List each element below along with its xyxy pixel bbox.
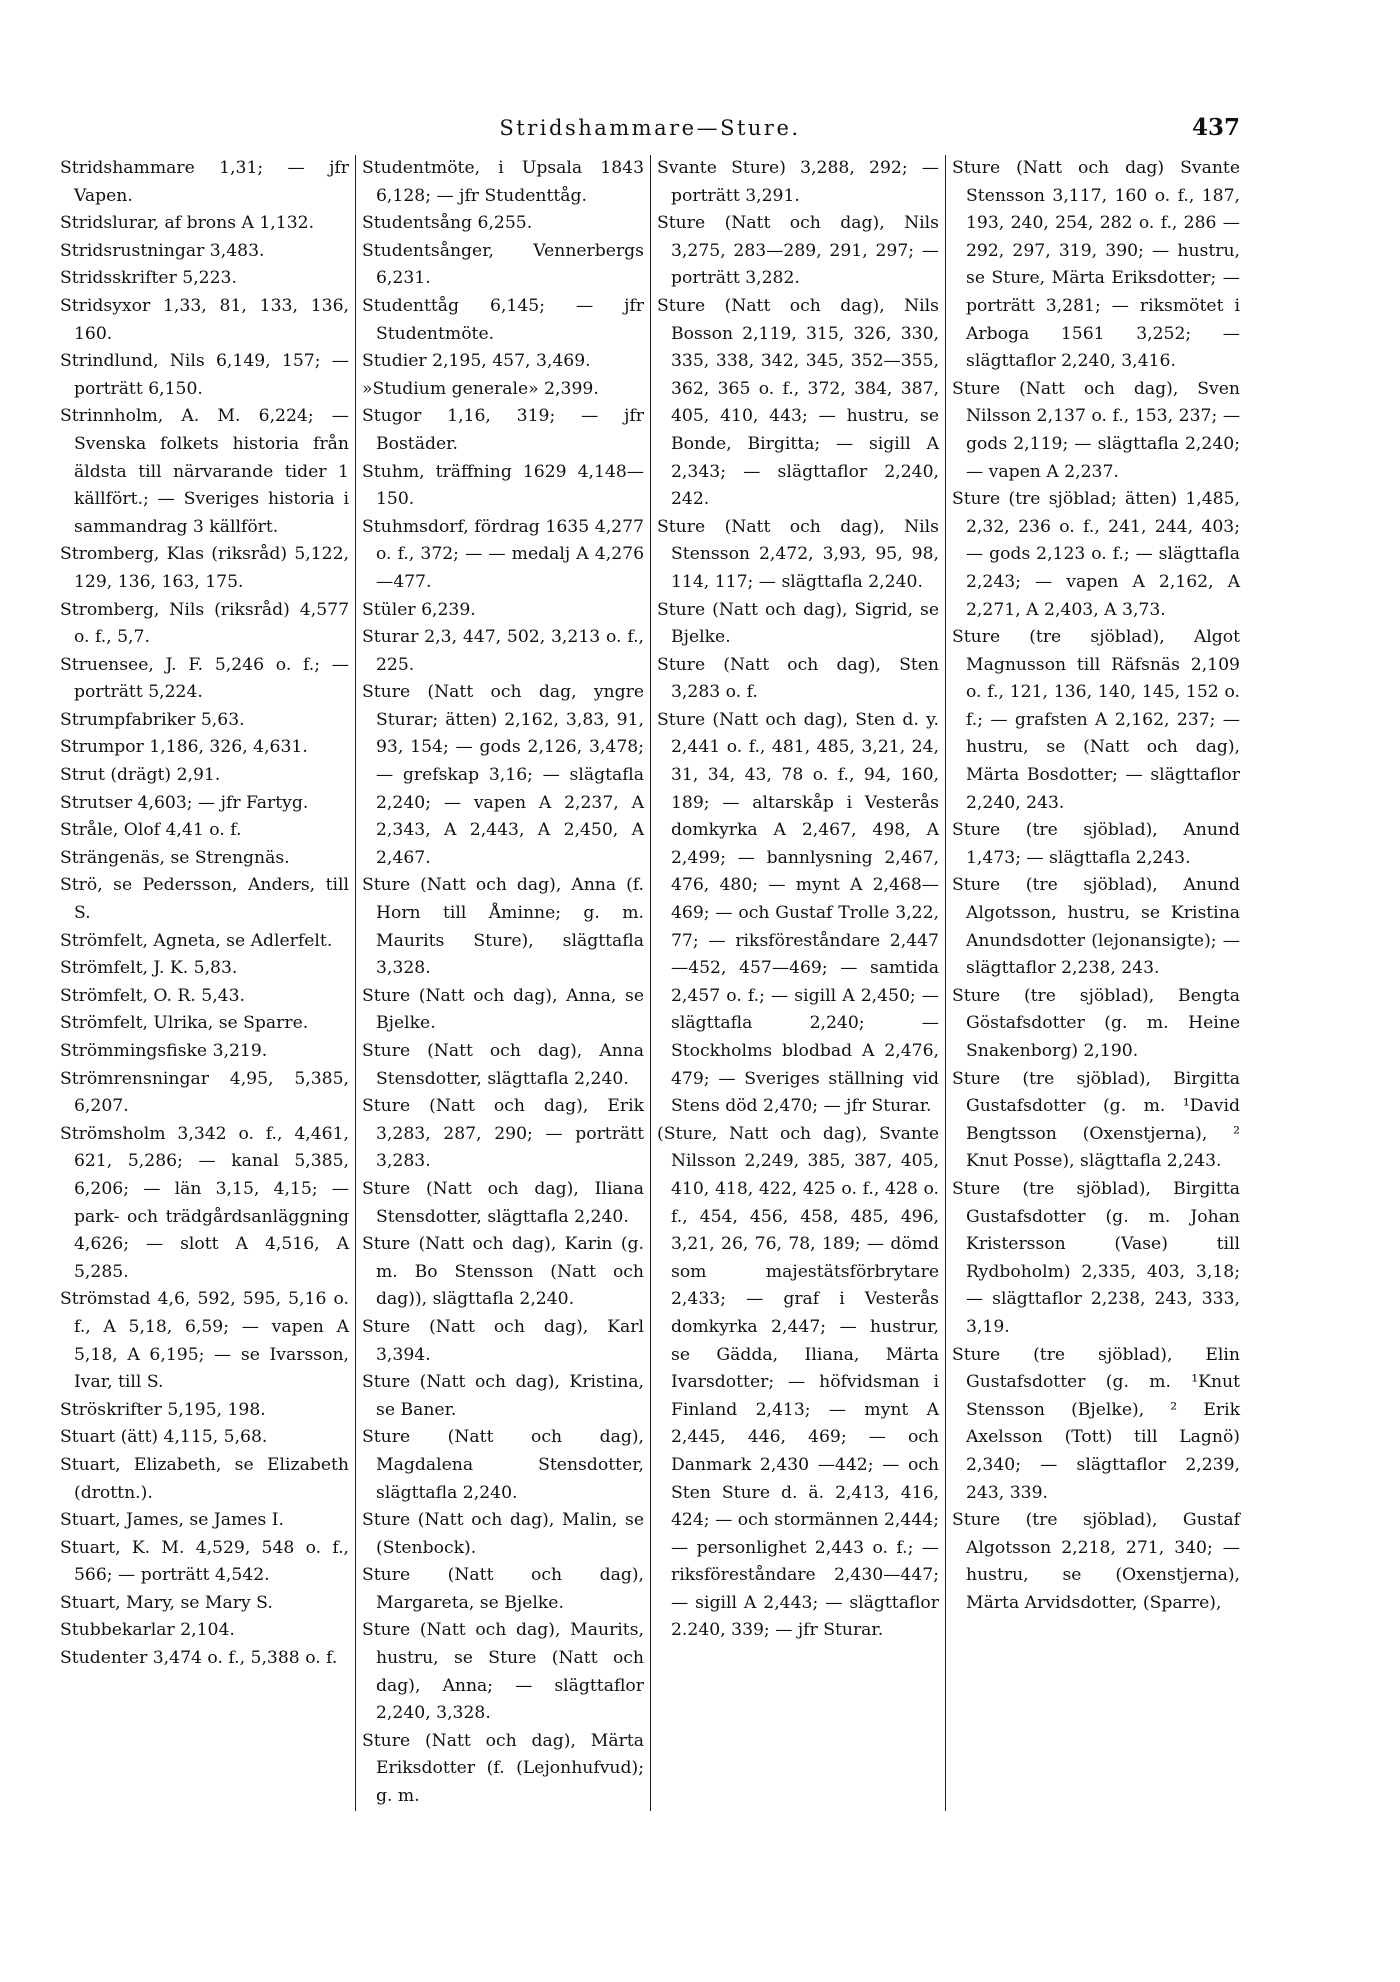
index-entry: Strinnholm, A. M. 6,224; — Svenska folkets historia från äldsta till närvarande tider 1 källfört.; — Sveriges historia i sammandrag 3 källfört. [60,406,349,537]
index-entry: Stridsskrifter 5,223. [60,268,237,289]
index-entry: Stubbekarlar 2,104. [60,1620,235,1641]
index-entry: Sture (Natt och dag), Sten d. y. 2,441 o. f., 481, 485, 3,21, 24, 31, 34, 43, 78 o. f., 94, 160, 189; — altarskåp i Vesterås domkyrka A 2,467, 498, A 2,499; — bannlysning 2,467, 476, 480; — mynt A 2,468—469; — och Gustaf Trolle 3,22, 77; — riksföreståndare 2,447—452, 457—469; — samtida 2,457 o. f.; — sigill A 2,450; — slägttafla 2,240; — Stockholms blodbad A 2,476, 479; — Sveriges ställning vid Stens död 2,470; — jfr Sturar. [657,709,939,1117]
index-entry: Sture (Natt och dag), Karin (g. m. Bo Stensson (Natt och dag)), slägttafla 2,240. [362,1234,644,1310]
index-entry: Sture (Natt och dag), Magdalena Stensdotter, slägttafla 2,240. [362,1427,644,1503]
index-entry: »Studium generale» 2,399. [362,378,599,399]
index-entry: Strut (drägt) 2,91. [60,765,221,786]
index-entry: Strömfelt, Agneta, se Adlerfelt. [60,930,333,951]
index-entry: Stuhm, träffning 1629 4,148—150. [362,461,644,510]
index-entry: Stridsyxor 1,33, 81, 133, 136, 160. [60,295,349,344]
index-entry: Sture (Natt och dag), Anna (f. Horn till Åminne; g. m. Maurits Sture), slägttafla 3,328. [362,875,644,979]
index-entry: Strumpor 1,186, 326, 4,631. [60,737,308,758]
index-entry: Studier 2,195, 457, 3,469. [362,351,591,372]
index-entry: Sture (tre sjöblad), Anund 1,473; — slägttafla 2,243. [952,820,1240,868]
index-entry: Sture (Natt och dag), Kristina, se Baner. [362,1372,644,1420]
index-entry: Strömfelt, J. K. 5,83. [60,958,238,979]
index-entry: Strömsholm 3,342 o. f., 4,461, 621, 5,286; — kanal 5,385, 6,206; — län 3,15, 4,15; — park- och trädgårdsanläggning 4,626; — slott A 4,516, A 5,285. [60,1123,349,1282]
index-entry: Sture (Natt och dag), Nils Stensson 2,472, 3,93, 95, 98, 114, 117; — slägttafla 2,240. [657,516,939,592]
index-column-1 [60,155,355,1811]
index-entry: Sture (Natt och dag) Svante Stensson 3,117, 160 o. f., 187, 193, 240, 254, 282 o. f., 286 —292, 297, 319, 390; — hustru, se Sture, Märta Eriksdotter; — porträtt 3,281; — riksmötet i Arboga 1561 3,252; — slägttaflor 2,240, 3,416. [952,158,1240,372]
index-entry: Stridshammare 1,31; — jfr Vapen. [60,158,349,206]
index-entry: Strängenäs, se Strengnäs. [60,847,290,868]
index-entry: Studentsånger, Vennerbergs 6,231. [362,240,644,289]
index-entry: Sture (tre sjöblad), Birgitta Gustafsdotter (g. m. Johan Kristersson (Vase) till Rydboholm) 2,335, 403, 3,18; — slägttaflor 2,238, 243, 333, 3,19. [952,1178,1240,1337]
index-entry: Stugor 1,16, 319; — jfr Bostäder. [362,406,644,454]
index-entry: Sture (tre sjöblad), Algot Magnusson till Räfsnäs 2,109 o. f., 121, 136, 140, 145, 152 o. f.; — grafsten A 2,162, 237; — hustru, se (Natt och dag), Märta Bosdotter; — slägttaflor 2,240, 243. [952,627,1240,813]
index-entry: Studentmöte, i Upsala 1843 6,128; — jfr Studenttåg. [362,158,644,206]
index-entry: Studenter 3,474 o. f., 5,388 o. f. [60,1648,338,1669]
index-entry: Strömfelt, O. R. 5,43. [60,985,246,1006]
index-entry: Sture (tre sjöblad), Elin Gustafsdotter (g. m. ¹Knut Stensson (Bjelke), ² Erik Axelsson (Tott) till Lagnö) 2,340; — slägttaflor 2,239, 243, 339. [952,1344,1240,1503]
index-entry: Stüler 6,239. [362,599,476,620]
index-entry: Strömrensningar 4,95, 5,385, 6,207. [60,1068,349,1117]
index-entry: Sture (Natt och dag), Märta Eriksdotter (f. (Lejonhufvud); g. m. [362,1730,644,1807]
index-entry: Strumpfabriker 5,63. [60,709,245,730]
index-entry: Sture (Natt och dag), Nils 3,275, 283—289, 291, 297; — porträtt 3,282. [657,213,939,289]
index-entry: Sturar 2,3, 447, 502, 3,213 o. f., 225. [362,627,644,675]
running-head [60,114,1240,144]
index-entry: Sture (Natt och dag), Erik 3,283, 287, 290; — porträtt 3,283. [362,1096,644,1172]
index-column-4 [945,155,1240,1811]
index-entry: Sture (Natt och dag), Karl 3,394. [362,1316,644,1365]
index-entry: Stridslurar, af brons A 1,132. [60,213,315,234]
index-entry: Sture (tre sjöblad), Anund Algotsson, hustru, se Kristina Anundsdotter (lejonansigte); — slägttaflor 2,238, 243. [952,875,1240,979]
index-entry: Stuart, Elizabeth, se Elizabeth (drottn.). [60,1454,349,1503]
index-entry: Stuart (ätt) 4,115, 5,68. [60,1427,268,1448]
index-column-3 [650,155,945,1811]
index-entry: Sture (Natt och dag), Anna Stensdotter, slägttafla 2,240. [362,1041,644,1089]
index-entry: Sture (Natt och dag), Sven Nilsson 2,137 o. f., 153, 237; — gods 2,119; — slägttafla 2,240; — vapen A 2,237. [952,378,1240,482]
index-entry: Sture (tre sjöblad), Gustaf Algotsson 2,218, 271, 340; — hustru, se (Oxenstjerna), Märta Arvidsdotter, (Sparre), [952,1510,1240,1613]
index-entry: Stridsrustningar 3,483. [60,240,265,261]
index-entry: Sture (tre sjöblad; ätten) 1,485, 2,32, 236 o. f., 241, 244, 403; — gods 2,123 o. f.; — slägttafla 2,243; — vapen A 2,162, A 2,271, A 2,403, A 3,73. [952,489,1240,620]
index-entry: Sture (Natt och dag), Sigrid, se Bjelke. [657,599,939,648]
index-entry: Struensee, J. F. 5,246 o. f.; — porträtt 5,224. [60,654,349,703]
index-entry: Sture (Natt och dag), Margareta, se Bjelke. [362,1565,644,1613]
index-column-2 [355,155,650,1811]
index-entry: Sture (Natt och dag), Anna, se Bjelke. [362,985,644,1034]
index-entry: Studentsång 6,255. [362,213,533,234]
index-entry: Stromberg, Nils (riksråd) 4,577 o. f., 5,7. [60,599,349,648]
index-entry: Sture (Natt och dag, yngre Sturar; ätten) 2,162, 3,83, 91, 93, 154; — gods 2,126, 3,478; — grefskap 3,16; — slägtafla 2,240; — vapen A 2,237, A 2,343, A 2,443, A 2,450, A 2,467. [362,682,644,868]
index-entry: Strömfelt, Ulrika, se Sparre. [60,1013,309,1034]
index-entry: Stråle, Olof 4,41 o. f. [60,820,242,841]
running-title: Stridshammare—Sture. [499,116,801,140]
index-entry: Sture (Natt och dag), Sten 3,283 o. f. [657,654,939,703]
page-number: 437 [1191,114,1240,141]
index-entry: Sture (Natt och dag), Iliana Stensdotter, slägttafla 2,240. [362,1178,644,1227]
index-entry: Sture (tre sjöblad), Birgitta Gustafsdotter (g. m. ¹David Bengtsson (Oxenstjerna), ² Knut Posse), slägttafla 2,243. [952,1068,1240,1172]
index-entry: Ströskrifter 5,195, 198. [60,1399,266,1420]
index-entry: Strö, se Pedersson, Anders, till S. [60,875,349,924]
index-entry: Sture (Natt och dag), Maurits, hustru, se Sture (Natt och dag), Anna; — slägttaflor 2,240, 3,328. [362,1620,644,1724]
index-entry: (Sture, Natt och dag), Svante Nilsson 2,249, 385, 387, 405, 410, 418, 422, 425 o. f., 428 o. f., 454, 456, 458, 485, 496, 3,21, 26, 76, 78, 189; — dömd som majestätsförbrytare 2,433; — graf i Vesterås domkyrka 2,447; — hustrur, se Gädda, Iliana, Märta Ivarsdotter; — höfvidsman i Finland 2,413; — mynt A 2,445, 446, 469; — och Danmark 2,430 —442; — och Sten Sture d. ä. 2,413, 416, 424; — och stormännen 2,444; — personlighet 2,443 o. f.; — riksföreståndare 2,430—447; — sigill A 2,443; — slägttaflor 2.240, 339; — jfr Sturar. [657,1123,939,1641]
index-entry: Svante Sture) 3,288, 292; — porträtt 3,291. [657,158,939,206]
index-entry: Sture (tre sjöblad), Bengta Göstafsdotter (g. m. Heine Snakenborg) 2,190. [952,985,1240,1061]
index-entry: Stromberg, Klas (riksråd) 5,122, 129, 136, 163, 175. [60,544,349,592]
index-entry: Stuart, K. M. 4,529, 548 o. f., 566; — porträtt 4,542. [60,1537,349,1586]
index-entry: Strindlund, Nils 6,149, 157; — porträtt 6,150. [60,351,349,399]
index-entry: Strömmingsfiske 3,219. [60,1041,268,1061]
index-entry: Stuhmsdorf, fördrag 1635 4,277 o. f., 372; — — medalj A 4,276—477. [362,516,644,592]
index-entry: Sture (Natt och dag), Nils Bosson 2,119, 315, 326, 330, 335, 338, 342, 345, 352—355, 362, 365 o. f., 372, 384, 387, 405, 410, 443; — hustru, se Bonde, Birgitta; — sigill A 2,343; — slägttaflor 2,240, 242. [657,295,939,510]
index-entry: Studenttåg 6,145; — jfr Studentmöte. [362,295,644,344]
index-entry: Stuart, Mary, se Mary S. [60,1592,273,1613]
index-entry: Stuart, James, se James I. [60,1510,284,1531]
index-entry: Sture (Natt och dag), Malin, se (Stenbock). [362,1510,644,1558]
index-entry: Strutser 4,603; — jfr Fartyg. [60,792,309,813]
index-entry: Strömstad 4,6, 592, 595, 5,16 o. f., A 5,18, 6,59; — vapen A 5,18, A 6,195; — se Ivarsson, Ivar, till S. [60,1289,349,1393]
index-columns [60,155,1240,1811]
